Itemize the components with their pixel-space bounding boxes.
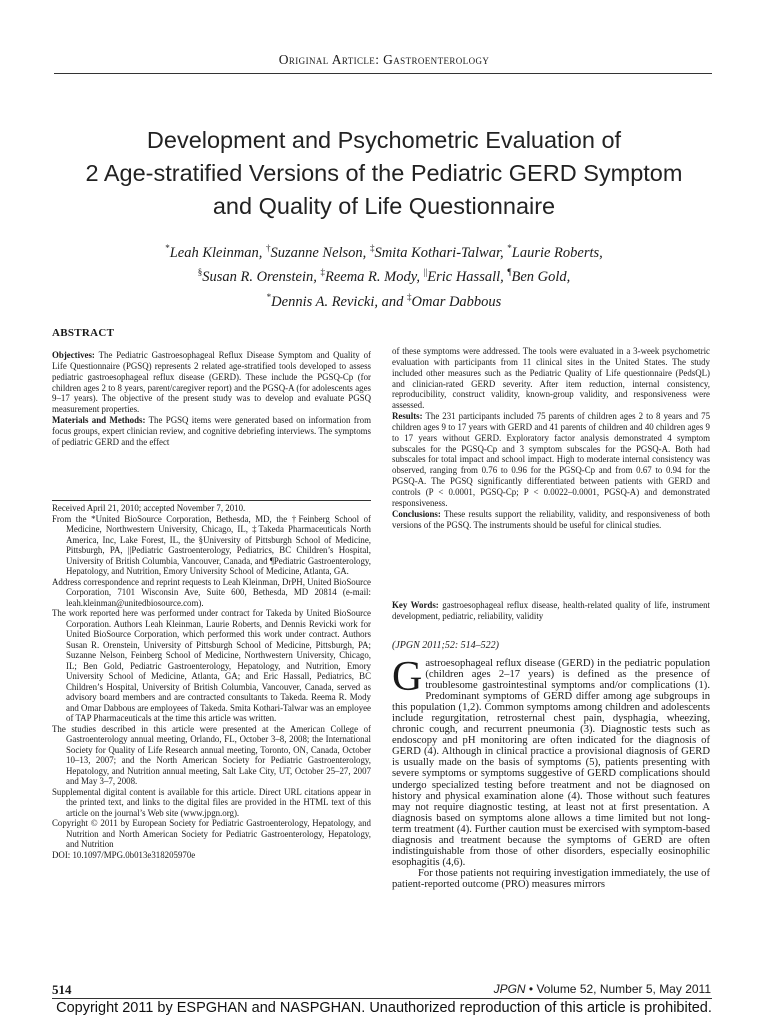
keywords-label: Key Words:: [392, 600, 439, 610]
author-line: [60, 239, 708, 263]
affiliation-mark: *: [165, 243, 170, 253]
affiliation-mark: ‡: [407, 291, 412, 302]
notes-divider: [52, 500, 371, 501]
note-copyright: Copyright © 2011 by European Society for Pediatric Gastroenterology, Hepatology, and Nutrition and North American Society for Pediatric Gastroenterology, Hepatology, and Nutrition: [52, 818, 371, 849]
objectives-label: Objectives:: [52, 350, 95, 360]
note-supplemental: Supplemental digital content is available for this article. Direct URL citations appear in the printed text, and links to the digital files are provided in the HTML text of this article on the journal’s Web site (www.jpgn.org).: [52, 786, 371, 818]
author-name: Susan R. Orenstein,: [202, 269, 317, 286]
note-affiliations: From the *United BioSource Corporation, Bethesda, MD, the †Feinberg School of Medicine, Northwestern University, Chicago, IL, ‡Takeda Pharmaceuticals North America, Inc, Lake Forest, IL, the §University of Pittsburgh School of Medicine, Pittsburgh, PA, ||Pediatric Gastroenterology, Pediatrics, BC Children’s Hospital, University of British Columbia, Vancouver, Canada, and ¶Pediatric Gastroenterology, Hepatology, and Nutrition, Emory University School of Medicine, Atlanta, GA.: [52, 513, 371, 576]
note-presentations: The studies described in this article were presented at the American College of Gastroenterology annual meeting, Orlando, FL, October 3–8, 2008; the International Society for Quality of Life Research annual meeting, Toronto, ON, Canada, October 10–13, 2007; and the North American Society for Pediatric Gastroenterology, Hepatology, and Nutrition annual meeting, Salt Lake City, UT, October 25–27, 2007 and May 3–7, 2008.: [52, 723, 371, 786]
abstract-conclusions: [392, 509, 710, 531]
affiliation-mark: *: [507, 243, 512, 253]
author-line: [60, 263, 708, 287]
author-name: Smita Kothari-Talwar,: [374, 244, 504, 261]
note-doi: DOI: 10.1097/MPG.0b013e318205970e: [52, 849, 196, 860]
affiliation-mark: ||: [423, 267, 428, 278]
paragraph-text: astroesophageal reflux disease (GERD) in the pediatric population (children ages 2–17 years) is defined as the presence of troublesome gastrointestinal symptoms and/or complications (1). Predominant symptoms of GERD differ among age subgroups in this population (1,2). Common symptoms among children and adolescents include regurgitation, retrosternal chest pain, dysphagia, wheezing, chronic cough, and recurrent pneumonia (3). Diagnostic tests such as endoscopy and pH monitoring are often indicated for the diagnosis of GERD (4). Although in clinical practice a provisional diagnosis of GERD is usually made on the basis of symptoms (5), patients presenting with severe symptoms or symptoms suggestive of GERD complications should undergo specialized testing before treatment and not be diagnosed on history and physical examination alone (4). Those without such features may not require diagnostic testing, at least not at first presentation. A diagnosis based on symptoms alone allows a time limited but not long-term treatment (4). Further caution must be exercised with symptom-based diagnosis and treatment because the symptoms of GERD are often indistinguishable from those of other disorders, especially eosinophilic esophagitis (4,6).: [392, 658, 710, 868]
title-line: and Quality of Life Questionnaire: [212, 193, 556, 219]
journal-info: [494, 982, 711, 996]
author-name: Dennis A. Revicki, and: [271, 293, 404, 310]
abstract-left-column: [52, 350, 371, 448]
title-line: Development and Psychometric Evaluation of: [146, 127, 622, 153]
author-name: Reema R. Mody,: [324, 269, 421, 286]
body-text: [392, 654, 710, 890]
affiliation-mark: *: [266, 291, 272, 302]
author-line: [60, 288, 708, 312]
header-rule: [54, 73, 712, 74]
affiliation-mark: ¶: [507, 267, 512, 278]
note-received: Received April 21, 2010; accepted November 7, 2010.: [52, 503, 246, 513]
abstract-objectives: [52, 350, 371, 415]
page-number: 514: [52, 982, 72, 997]
results-label: Results:: [392, 411, 423, 422]
author-name: Suzanne Nelson,: [270, 244, 367, 261]
keywords-text: gastroesophageal reflux disease, health-related quality of life, instrument development, pediatric, reliability, validity: [392, 600, 710, 621]
affiliation-mark: †: [265, 243, 271, 253]
article-notes: [52, 503, 371, 860]
abstract-heading: ABSTRACT: [52, 327, 115, 339]
author-name: Omar Dabbous: [411, 293, 502, 310]
author-name: Leah Kleinman,: [169, 244, 263, 261]
body-paragraph: [392, 654, 710, 868]
abstract-methods: [52, 415, 371, 448]
note-funding: The work reported here was performed under contract for Takeda by United BioSource Corporation. Authors Leah Kleinman, Laurie Roberts, and Dennis Revicki work for United BioSource Corporation, which performed this work under contract. Authors Susan R. Orenstein, University of Pittsburgh School of Medicine, Pittsburgh, PA; Suzanne Nelson, Feinberg School of Medicine, Northwestern University, Chicago, IL; Ben Gold, Pediatric Gastroenterology, Hepatology, and Nutrition, Emory University School of Medicine, Atlanta, GA; and Eric Hassall, Pediatrics, BC Children’s Hospital, University of British Columbia, Vancouver, Canada, served as advisory board members and are contracted consultants to Takeda. Reema R. Mody and Omar Dabbous are employees of Takeda. Smita Kothari-Talwar was an employee of TAP Pharmaceuticals at the time this article was written.: [52, 608, 371, 723]
copyright-footer: Copyright 2011 by ESPGHAN and NASPGHAN. Unauthorized reproduction of this article is prohibited.: [56, 1000, 712, 1016]
methods-label: Materials and Methods:: [52, 415, 146, 426]
affiliation-mark: ‡: [369, 243, 375, 253]
abstract-results: [392, 411, 710, 509]
body-paragraph: For those patients not requiring investigation immediately, the use of patient-reported outcome (PRO) measures mirrors: [392, 867, 710, 890]
abstract-methods-continued: of these symptoms were addressed. The tools were evaluated in a 3-week psychometric evaluation with participants from 11 clinical sites in the United States. The study included other measures such as the Pediatric Quality of Life questionnaire (PedsQL) and clinician-rated GERD severity. After item reduction, internal consistency, reproducibility, construct validity, known-group validity, and responsiveness were assessed.: [392, 346, 710, 411]
section-header: Original Article: Gastroenterology: [278, 52, 490, 67]
conclusions-text: These results support the reliability, validity, and responsiveness of both versions of the PGSQ. The instruments should be useful for clinical studies.: [392, 508, 710, 530]
keywords: [392, 600, 710, 622]
drop-cap: G: [392, 654, 423, 700]
abstract-right-column: [392, 346, 710, 530]
article-title: [40, 124, 728, 223]
journal-abbrev: JPGN: [493, 982, 526, 996]
conclusions-label: Conclusions:: [392, 508, 441, 519]
objectives-text: The Pediatric Gastroesophageal Reflux Disease Symptom and Quality of Life Questionnaire (PGSQ) represents 2 related age-stratified tools developed to assess pediatric gastroesophageal reflux disease (GERD). These include the PGSQ-Cp (for children ages 2 to 8 years, parent/caregiver report) and the PGSQ-A (for adolescents ages 9–17 years). The objective of the present study was to develop and evaluate PGSQ measurement properties.: [52, 350, 371, 415]
affiliation-mark: ‡: [320, 267, 325, 278]
author-name: Eric Hassall,: [427, 269, 504, 286]
results-text: The 231 participants included 75 parents of children ages 2 to 8 years and 75 children ages 9 to 17 years with GERD and 41 parents of children and 40 children ages 9 to 17 years without GERD. Exploratory factor analysis demonstrated 4 symptom subscales for the PGSQ-Cp and 3 symptom subscales for the PGSQ-A. Both had subscales for total impact and school impact. High to moderate internal consistency was observed, ranging from 0.76 to 0.96 for the PGSQ-Cp and from 0.67 to 0.94 for the PGSQ-A. The PGSQ significantly differentiated between patients with GERD and controls (P < 0.0001, PGSQ-Cp; P < 0.0022–0.0001, PGSQ-A) and demonstrated responsiveness.: [392, 411, 711, 508]
affiliation-mark: §: [197, 267, 203, 278]
note-correspondence: Address correspondence and reprint requests to Leah Kleinman, DrPH, United BioSource Corporation, 7101 Wisconsin Ave, Suite 600, Bethesda, MD 20814 (e-mail: leah.kleinman@unitedbiosource.com).: [52, 576, 371, 608]
methods-text: The PGSQ items were generated based on information from focus groups, expert clinician review, and cognitive debriefing interviews. The symptoms of pediatric GERD and the effect: [52, 415, 372, 447]
author-list: [60, 239, 708, 312]
title-line: 2 Age-stratified Versions of the Pediatric GERD Symptom: [85, 160, 683, 186]
author-name: Laurie Roberts,: [511, 244, 603, 261]
footer-rule: [52, 998, 712, 999]
journal-issue: • Volume 52, Number 5, May 2011: [528, 982, 711, 996]
citation: (JPGN 2011;52: 514–522): [392, 640, 500, 651]
author-name: Ben Gold,: [511, 269, 571, 286]
